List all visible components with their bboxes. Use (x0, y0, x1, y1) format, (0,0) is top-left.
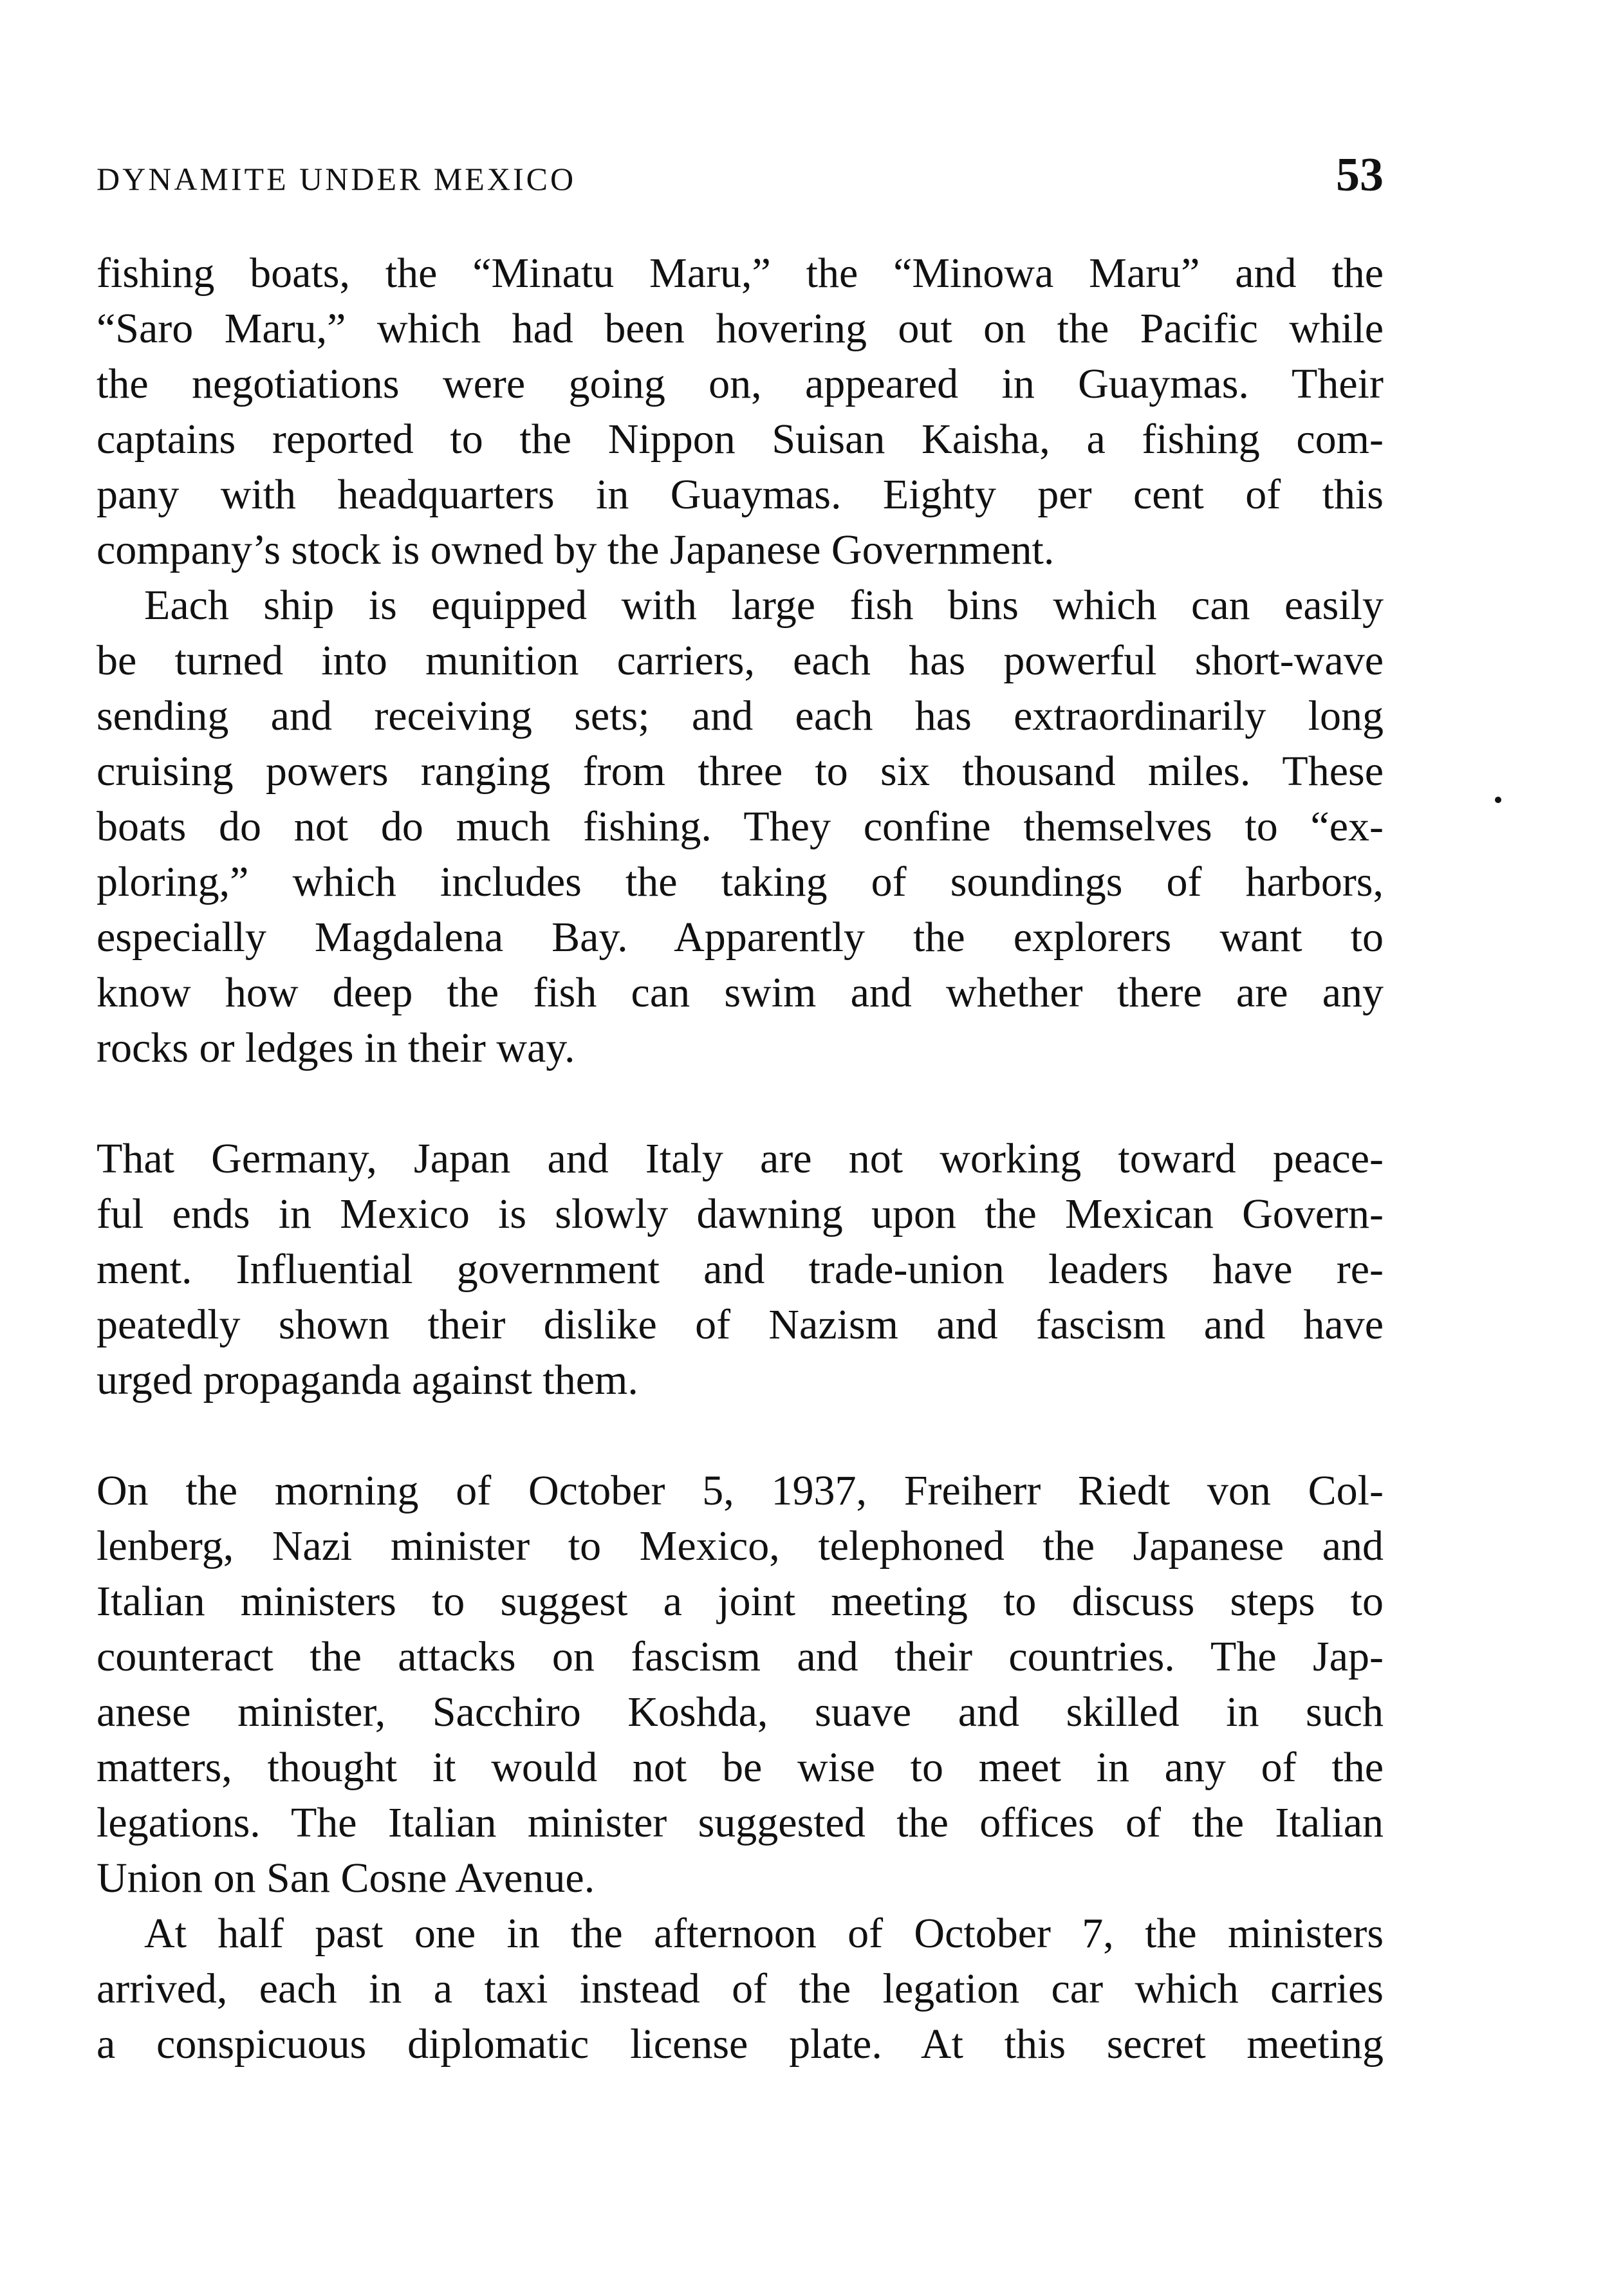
text-line: be turned into munition carriers, each has powerful short-wave (97, 637, 1384, 684)
text-line: rocks or ledges in their way. (97, 1024, 575, 1071)
running-head (97, 149, 1384, 205)
text-line: peatedly shown their dislike of Nazism and fascism and have (97, 1301, 1384, 1348)
text-line: the negotiations were going on, appeared in Guaymas. Their (97, 360, 1384, 407)
text-line: urged propaganda against them. (97, 1356, 638, 1403)
paragraph (97, 1906, 1384, 2072)
text-line: especially Magdalena Bay. Apparently the explorers want to (97, 914, 1384, 961)
text-line: legations. The Italian minister suggested the offices of the Italian (97, 1799, 1384, 1846)
text-line: At half past one in the afternoon of October 7, the ministers (144, 1910, 1384, 1957)
text-line: ploring,” which includes the taking of soundings of harbors, (97, 858, 1384, 905)
text-line: Union on San Cosne Avenue. (97, 1855, 595, 1902)
text-line: arrived, each in a taxi instead of the legation car which carries (97, 1965, 1384, 2012)
text-line: pany with headquarters in Guaymas. Eighty per cent of this (97, 471, 1384, 518)
text-line: ment. Influential government and trade-union leaders have re- (97, 1246, 1384, 1293)
text-line: On the morning of October 5, 1937, Freiherr Riedt von Col- (97, 1467, 1384, 1514)
paragraph (97, 1131, 1384, 1408)
text-line: fishing boats, the “Minatu Maru,” the “Minowa Maru” and the (97, 250, 1384, 297)
ink-speck (1495, 797, 1501, 803)
running-title: DYNAMITE UNDER MEXICO (97, 161, 577, 197)
section-break (97, 1408, 1384, 1463)
paragraph (97, 578, 1384, 1076)
text-line: cruising powers ranging from three to six thousand miles. These (97, 748, 1384, 795)
text-line: counteract the attacks on fascism and their countries. The Jap- (97, 1633, 1384, 1680)
text-line: sending and receiving sets; and each has extraordinarily long (97, 692, 1384, 739)
text-line: That Germany, Japan and Italy are not working toward peace- (97, 1135, 1384, 1182)
text-line: boats do not do much fishing. They confine themselves to “ex- (97, 803, 1384, 850)
text-line: “Saro Maru,” which had been hovering out on the Pacific while (97, 305, 1384, 352)
text-line: ful ends in Mexico is slowly dawning upon the Mexican Govern- (97, 1190, 1384, 1237)
text-line: captains reported to the Nippon Suisan Kaisha, a fishing com- (97, 416, 1384, 463)
text-line: anese minister, Sacchiro Koshda, suave and skilled in such (97, 1689, 1384, 1736)
text-line: Italian ministers to suggest a joint meeting to discuss steps to (97, 1578, 1384, 1625)
text-line: matters, thought it would not be wise to meet in any of the (97, 1744, 1384, 1791)
text-line: company’s stock is owned by the Japanese Government. (97, 526, 1055, 573)
paragraph (97, 1463, 1384, 1906)
text-line: a conspicuous diplomatic license plate. At this secret meeting (97, 2021, 1384, 2068)
paragraph (97, 246, 1384, 578)
text-line: lenberg, Nazi minister to Mexico, telephoned the Japanese and (97, 1523, 1384, 1569)
text-line: know how deep the fish can swim and whether there are any (97, 969, 1384, 1016)
section-break (97, 1076, 1384, 1131)
text-line: Each ship is equipped with large fish bins which can easily (144, 582, 1384, 629)
page-number: 53 (1336, 149, 1384, 201)
body-text (97, 246, 1384, 2072)
